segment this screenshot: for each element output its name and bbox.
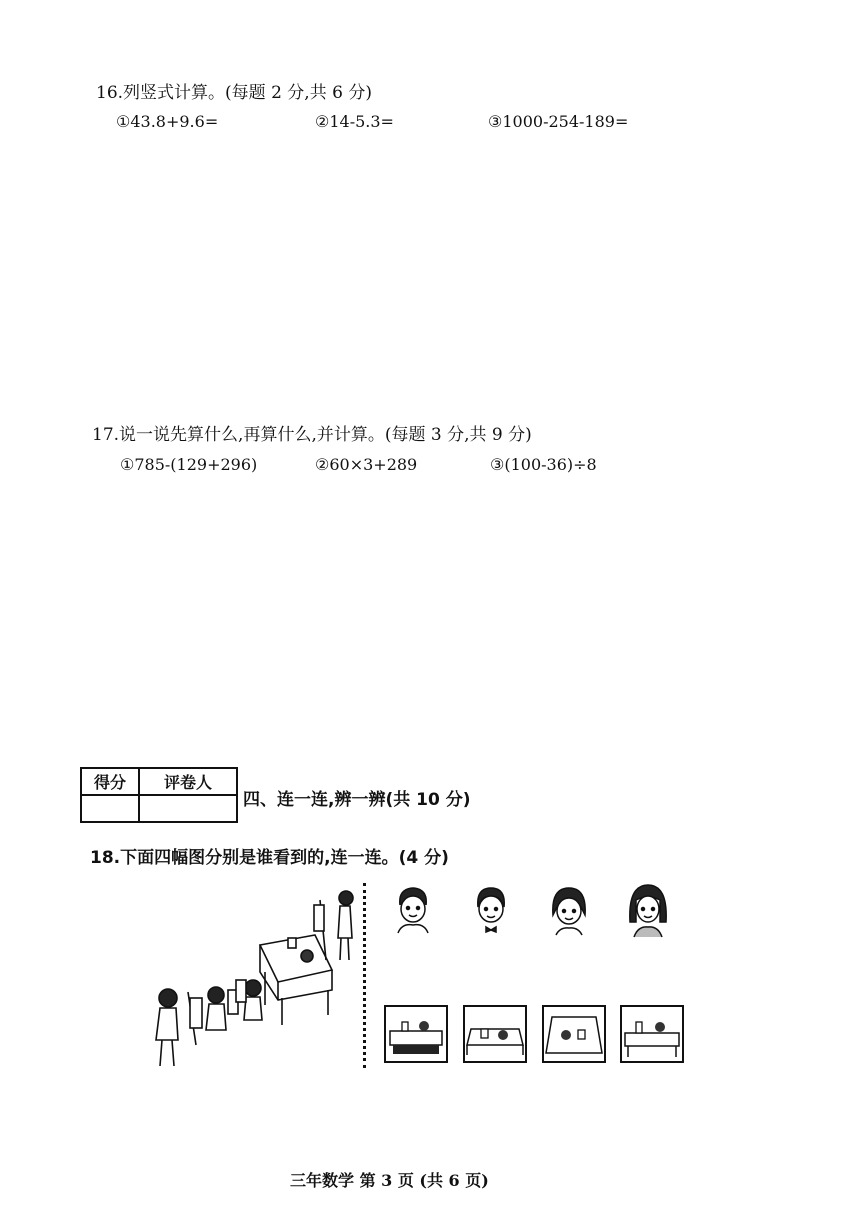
q16-item-2: ②14-5.3= xyxy=(315,112,394,131)
q18-title: 18.下面四幅图分别是谁看到的,连一连。(4 分) xyxy=(90,848,449,868)
score-label: 得分 xyxy=(81,768,139,795)
table-view-4-picture[interactable] xyxy=(620,1005,684,1063)
girl-face-1-icon[interactable] xyxy=(548,885,590,937)
table-view-3-picture[interactable] xyxy=(542,1005,606,1063)
grader-cell xyxy=(139,795,237,822)
section-4-title: 四、连一连,辨一辨(共 10 分) xyxy=(243,790,471,810)
girl-face-2-icon[interactable] xyxy=(626,882,670,938)
score-cell xyxy=(81,795,139,822)
divider-line xyxy=(363,883,366,1068)
score-table xyxy=(80,767,238,823)
boy-face-2-icon[interactable] xyxy=(470,885,512,935)
grader-label: 评卷人 xyxy=(139,768,237,795)
q17-title: 17.说一说先算什么,再算什么,并计算。(每题 3 分,共 9 分) xyxy=(92,425,532,445)
q17-item-3: ③(100-36)÷8 xyxy=(490,455,597,474)
page-footer: 三年数学 第 3 页 (共 6 页) xyxy=(290,1171,489,1190)
boy-face-1-icon[interactable] xyxy=(392,885,434,935)
q16-item-1: ①43.8+9.6= xyxy=(116,112,219,131)
table-view-1-picture[interactable] xyxy=(384,1005,448,1063)
q16-title: 16.列竖式计算。(每题 2 分,共 6 分) xyxy=(96,83,372,103)
q17-item-2: ②60×3+289 xyxy=(315,455,418,474)
q16-item-3: ③1000-254-189= xyxy=(488,112,629,131)
drawing-scene-illustration xyxy=(150,880,355,1070)
table-view-2-picture[interactable] xyxy=(463,1005,527,1063)
q17-item-1: ①785-(129+296) xyxy=(120,455,258,474)
